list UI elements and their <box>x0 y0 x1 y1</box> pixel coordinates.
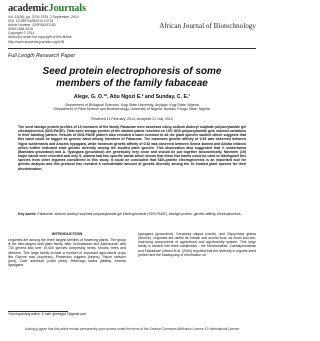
keywords <box>18 212 246 216</box>
article-meta <box>8 15 138 44</box>
journal-header <box>8 3 256 47</box>
affiliation-1: ¹Department of Biological Sciences, Kogi State University, Anyigba, Kogi State, Nigeria. <box>64 103 200 107</box>
affiliations <box>22 103 242 112</box>
corresponding-text: *Corresponding author. E-mail: gbemiga17@gmail.com. <box>8 312 87 317</box>
header-divider <box>8 48 256 49</box>
meta-line: ISSN 1684-5315 <box>8 27 34 32</box>
intro-right-column <box>138 232 256 257</box>
author-list: Alege, G. O.¹*, Abu Ngozi E.² and Sunday, C. E.¹ <box>73 94 191 100</box>
meta-line: Copyright © 2014 <box>8 31 35 36</box>
corresponding-author <box>8 311 128 317</box>
meta-line: Author(s) retain the copyright of this article <box>8 35 72 40</box>
keywords-label: Key words: <box>18 212 37 216</box>
meta-line[interactable]: http://www.academicjournals.org/AJB <box>8 39 64 44</box>
paper-title: Seed protein electrophoresis of some members of the family fabaceae <box>42 66 222 89</box>
paper-type: Full Length Research Paper <box>8 53 76 59</box>
intro-text-left: Legumes are among the three largest families of flowering plants. The group is the third-largest land plant family, after Orchidaceae and Asteraceae, with 730 genera and over 19,400 species comprising herbs, shrubs, trees and climbers. This large family include a number of important agricultural crops like Glycine max (soybean), Phaseolus vulgaris (beans), Pisum sativum (pea), Cicer arietinum (chick peas), Medicago sativa (alfalfa), Arachis hypogaea <box>8 238 126 268</box>
intro-text-right: hypogaea (groundnut), Ceratonia siliqua (carob), and Glycyrrhiza glabra (licorice). Legumes are useful as human and animal food, as wood and soil-improving components of agricultural and agroforestry system. This large family is divided into three subfamilies - the Mimosoideae, Caesalpinioideae and Faboideae (Jewell et al. (2004) reported that the diversity in legume seed protein and the inadequacy of information on <box>138 232 256 257</box>
journal-name: African Journal of Biotechnology <box>159 22 256 30</box>
keywords-text: Fabaceae, sodium dodecyl sulphate polyacrylamide gel electrophoresis (SDS-PAGE), storage protein, genetic affinity, electrophoresis. <box>37 212 242 216</box>
publisher-logo: academicJournals <box>8 3 86 14</box>
meta-line: DOI: 10.5897/AJB2014.13715 <box>8 19 54 24</box>
license-note: Author(s) agree that this article remain permanently open access under the terms of the Creative Commons Attribution License 4.0 International License <box>24 327 240 331</box>
received-dates: Received 11 February, 2014; Accepted 21 July, 2014 <box>91 117 173 121</box>
meta-line: Article Number: 430F9A347183 <box>8 23 56 28</box>
affiliation-2: ²Department of Plant Science and Biotechnology, University of Nigeria, Nsukka, Enugu State, Nigeria. <box>53 107 211 112</box>
intro-left-column <box>8 232 126 267</box>
meta-line: Vol. 13(36), pp. 3700-3705, 3 September, 2014 <box>8 15 79 19</box>
abstract: The seed storage protein profiles of 10 members of the family Fabaceae were assessed using sodium dodecyl sulphate polyacrylamide gel electrophoresis (SDS-PAGE). Total seed storage protein of the studied plants resolved on 10% SDS polyacrylamide gels showed variations in their banding pattern. Results of SDS-PAGE pattern also revealed a band common to all the plant species studied which suggests that this band could be tagged as generic band among members of Fabaceae. The maximum genetic affinity of 0.93 was observed between Vigna subterranea and Arachis hypogaea, while minimum genetic affinity of 0.52 was observed between Senna siamea and Albizia lebbeck which further indicated wide genetic diversity among the studied plant species. This observation also suggested that V. subterranea (Bambara groundnut) and A. hypogaea (groundnut) are genetically very close and should be put together taxonomically. Nineteen (19) major bands were recorded and only S. siamea had two specific bands which shows that these two bands could be used to distinguish this species from other legumes considered in this study. It could be concluded that SDS-protein electrophoresis is an important tool for genetic analysis and this protocol has revealed a considerable amount of genetic diversity among the 10 studied plant species for their discrimination. <box>18 125 246 171</box>
section-heading: INTRODUCTION <box>51 231 83 236</box>
